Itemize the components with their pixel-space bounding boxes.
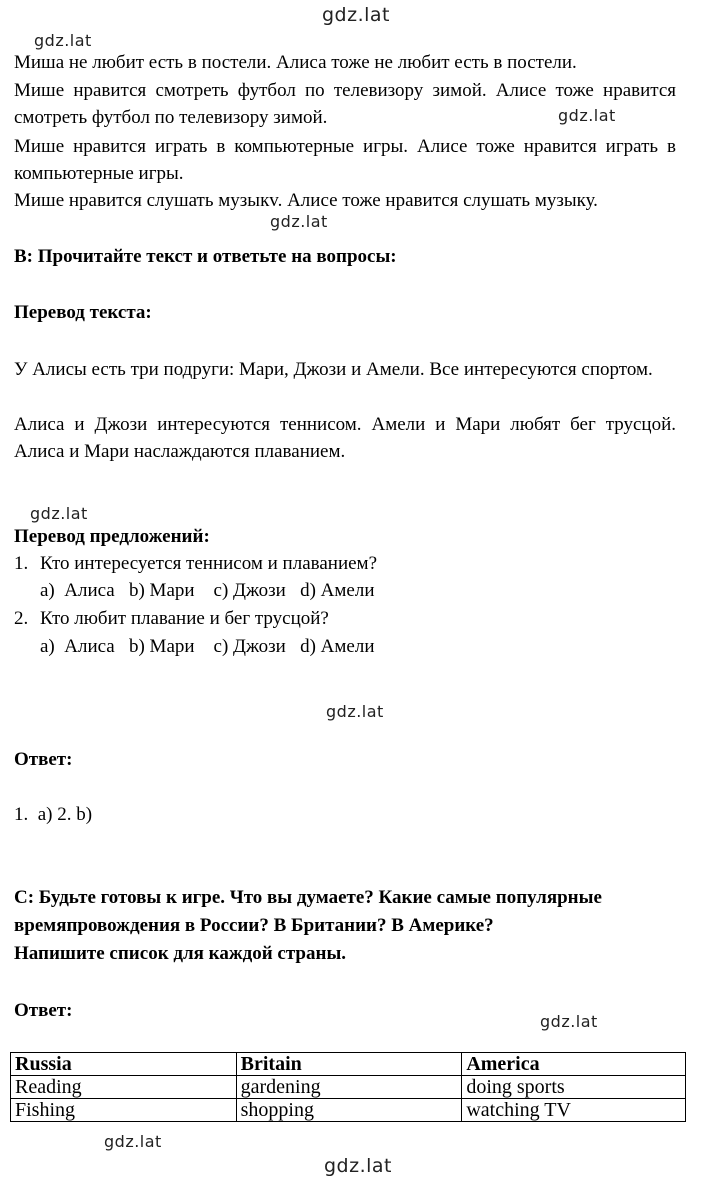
question-number: 2. bbox=[14, 608, 29, 629]
table-cell: watching TV bbox=[462, 1099, 686, 1122]
table-header-cell: Russia bbox=[11, 1053, 237, 1076]
section-b-heading: В: Прочитайте текст и ответьте на вопросы: bbox=[14, 246, 397, 267]
question-text: Кто любит плавание и бег трусцой? bbox=[40, 608, 329, 629]
answer-text: 1. a) 2. b) bbox=[14, 804, 93, 825]
question-number: 1. bbox=[14, 553, 29, 574]
table-cell: Reading bbox=[11, 1076, 237, 1099]
section-c-heading: времяпровождения в России? В Британии? В Америке? bbox=[14, 915, 494, 936]
watermark: gdz.lat bbox=[34, 31, 92, 50]
intro-paragraph: Миша не любит есть в постели. Алиса тоже не любит есть в постели. bbox=[14, 52, 577, 73]
table-cell: gardening bbox=[236, 1076, 462, 1099]
watermark: gdz.lat bbox=[558, 106, 616, 125]
text-paragraph: У Алисы есть три подруги: Мари, Джози и Амели. Все интересуются спортом. bbox=[14, 359, 653, 380]
table-cell: doing sports bbox=[462, 1076, 686, 1099]
watermark: gdz.lat bbox=[30, 504, 88, 523]
watermark: gdz.lat bbox=[104, 1132, 162, 1151]
answer-heading: Ответ: bbox=[14, 749, 73, 770]
section-c-heading: С: Будьте готовы к игре. Что вы думаете? Какие самые популярные bbox=[14, 887, 602, 908]
question-options: a) Алиса b) Мари c) Джози d) Амели bbox=[40, 580, 375, 601]
intro-paragraph: Мише нравится слушать музыкv. Алисе тоже нравится слушать музыку. bbox=[14, 190, 598, 211]
table-header-cell: America bbox=[462, 1053, 686, 1076]
question-text: Кто интересуется теннисом и плаванием? bbox=[40, 553, 378, 574]
question-options: a) Алиса b) Мари c) Джози d) Амели bbox=[40, 636, 375, 657]
table-row bbox=[11, 1076, 686, 1099]
watermark: gdz.lat bbox=[326, 702, 384, 721]
intro-paragraph: Мише нравится играть в компьютерные игры. Алисе тоже нравится играть в компьютерные игры. bbox=[14, 136, 676, 184]
watermark: gdz.lat bbox=[322, 4, 391, 26]
watermark: gdz.lat bbox=[540, 1012, 598, 1031]
watermark: gdz.lat bbox=[324, 1155, 393, 1177]
answer-heading: Ответ: bbox=[14, 1000, 73, 1021]
watermark: gdz.lat bbox=[270, 212, 328, 231]
table-header-row bbox=[11, 1053, 686, 1076]
table-row bbox=[11, 1099, 686, 1122]
table-cell: Fishing bbox=[11, 1099, 237, 1122]
pastimes-table bbox=[10, 1052, 686, 1122]
table-cell: shopping bbox=[236, 1099, 462, 1122]
text-paragraph: Алиса и Джози интересуются теннисом. Амели и Мари любят бег трусцой. Алиса и Мари наслаждаются плаванием. bbox=[14, 414, 676, 462]
translation-heading: Перевод текста: bbox=[14, 302, 152, 323]
section-c-heading: Напишите список для каждой страны. bbox=[14, 943, 347, 964]
table-header-cell: Britain bbox=[236, 1053, 462, 1076]
sentences-heading: Перевод предложений: bbox=[14, 526, 210, 547]
intro-paragraph: Мише нравится смотреть футбол по телевизору зимой. Алисе тоже нравится смотреть футбол по телевизору зимой. bbox=[14, 80, 676, 128]
